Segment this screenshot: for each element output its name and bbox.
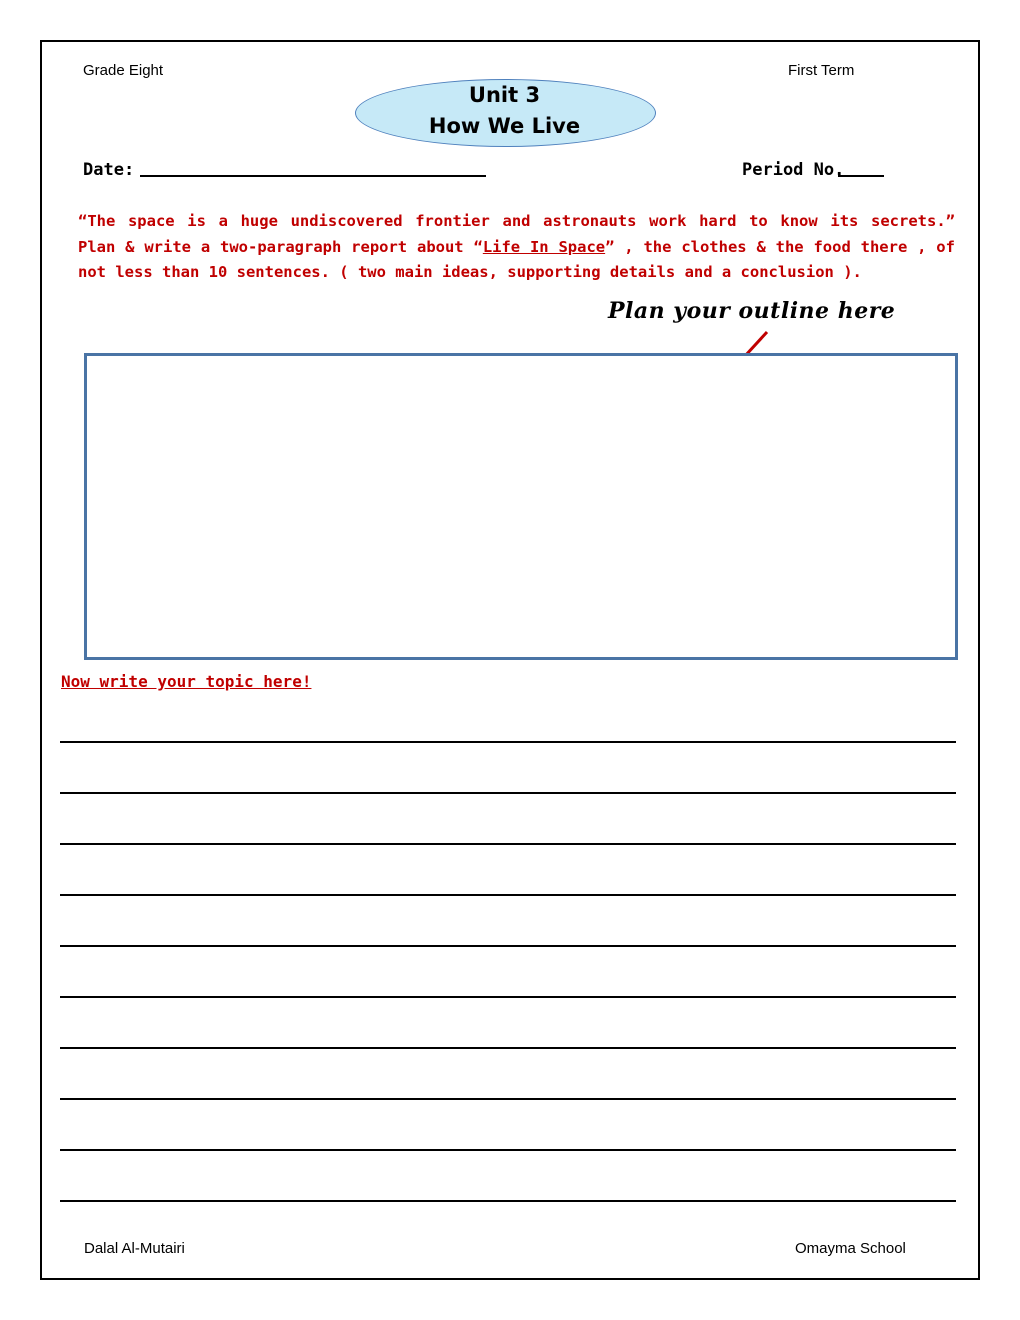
writing-line[interactable]	[60, 1149, 956, 1151]
period-label: Period No.	[742, 160, 845, 180]
writing-line[interactable]	[60, 741, 956, 743]
writing-line[interactable]	[60, 996, 956, 998]
date-label: Date:	[83, 160, 135, 180]
period-field[interactable]	[838, 175, 884, 177]
writing-line[interactable]	[60, 1047, 956, 1049]
writing-line[interactable]	[60, 894, 956, 896]
prompt-text-start: “The space is a huge undiscovered frontier and astronauts work hard to know its secrets.” Plan & write a two-paragraph report about “	[78, 212, 955, 256]
writing-line[interactable]	[60, 1098, 956, 1100]
writing-line[interactable]	[60, 1200, 956, 1202]
footer-author: Dalal Al-Mutairi	[84, 1240, 185, 1257]
writing-line[interactable]	[60, 792, 956, 794]
prompt-topic: Life In Space	[482, 237, 606, 256]
writing-line[interactable]	[60, 945, 956, 947]
writing-line[interactable]	[60, 843, 956, 845]
footer-school: Omayma School	[795, 1240, 906, 1257]
date-field[interactable]	[140, 175, 486, 177]
unit-title: How We Live	[428, 114, 581, 138]
unit-number: Unit 3	[468, 83, 541, 107]
writing-prompt	[78, 209, 955, 286]
write-instruction: Now write your topic here!	[61, 672, 312, 691]
outline-label: Plan your outline here	[608, 298, 896, 324]
outline-box[interactable]	[84, 353, 958, 660]
term-label: First Term	[788, 62, 855, 79]
prompt-text-end: ” , the clothes & the food there , of not less than 10 sentences. ( two main ideas, supporting details and a conclusion ).	[78, 237, 955, 281]
grade-label: Grade Eight	[83, 62, 164, 79]
